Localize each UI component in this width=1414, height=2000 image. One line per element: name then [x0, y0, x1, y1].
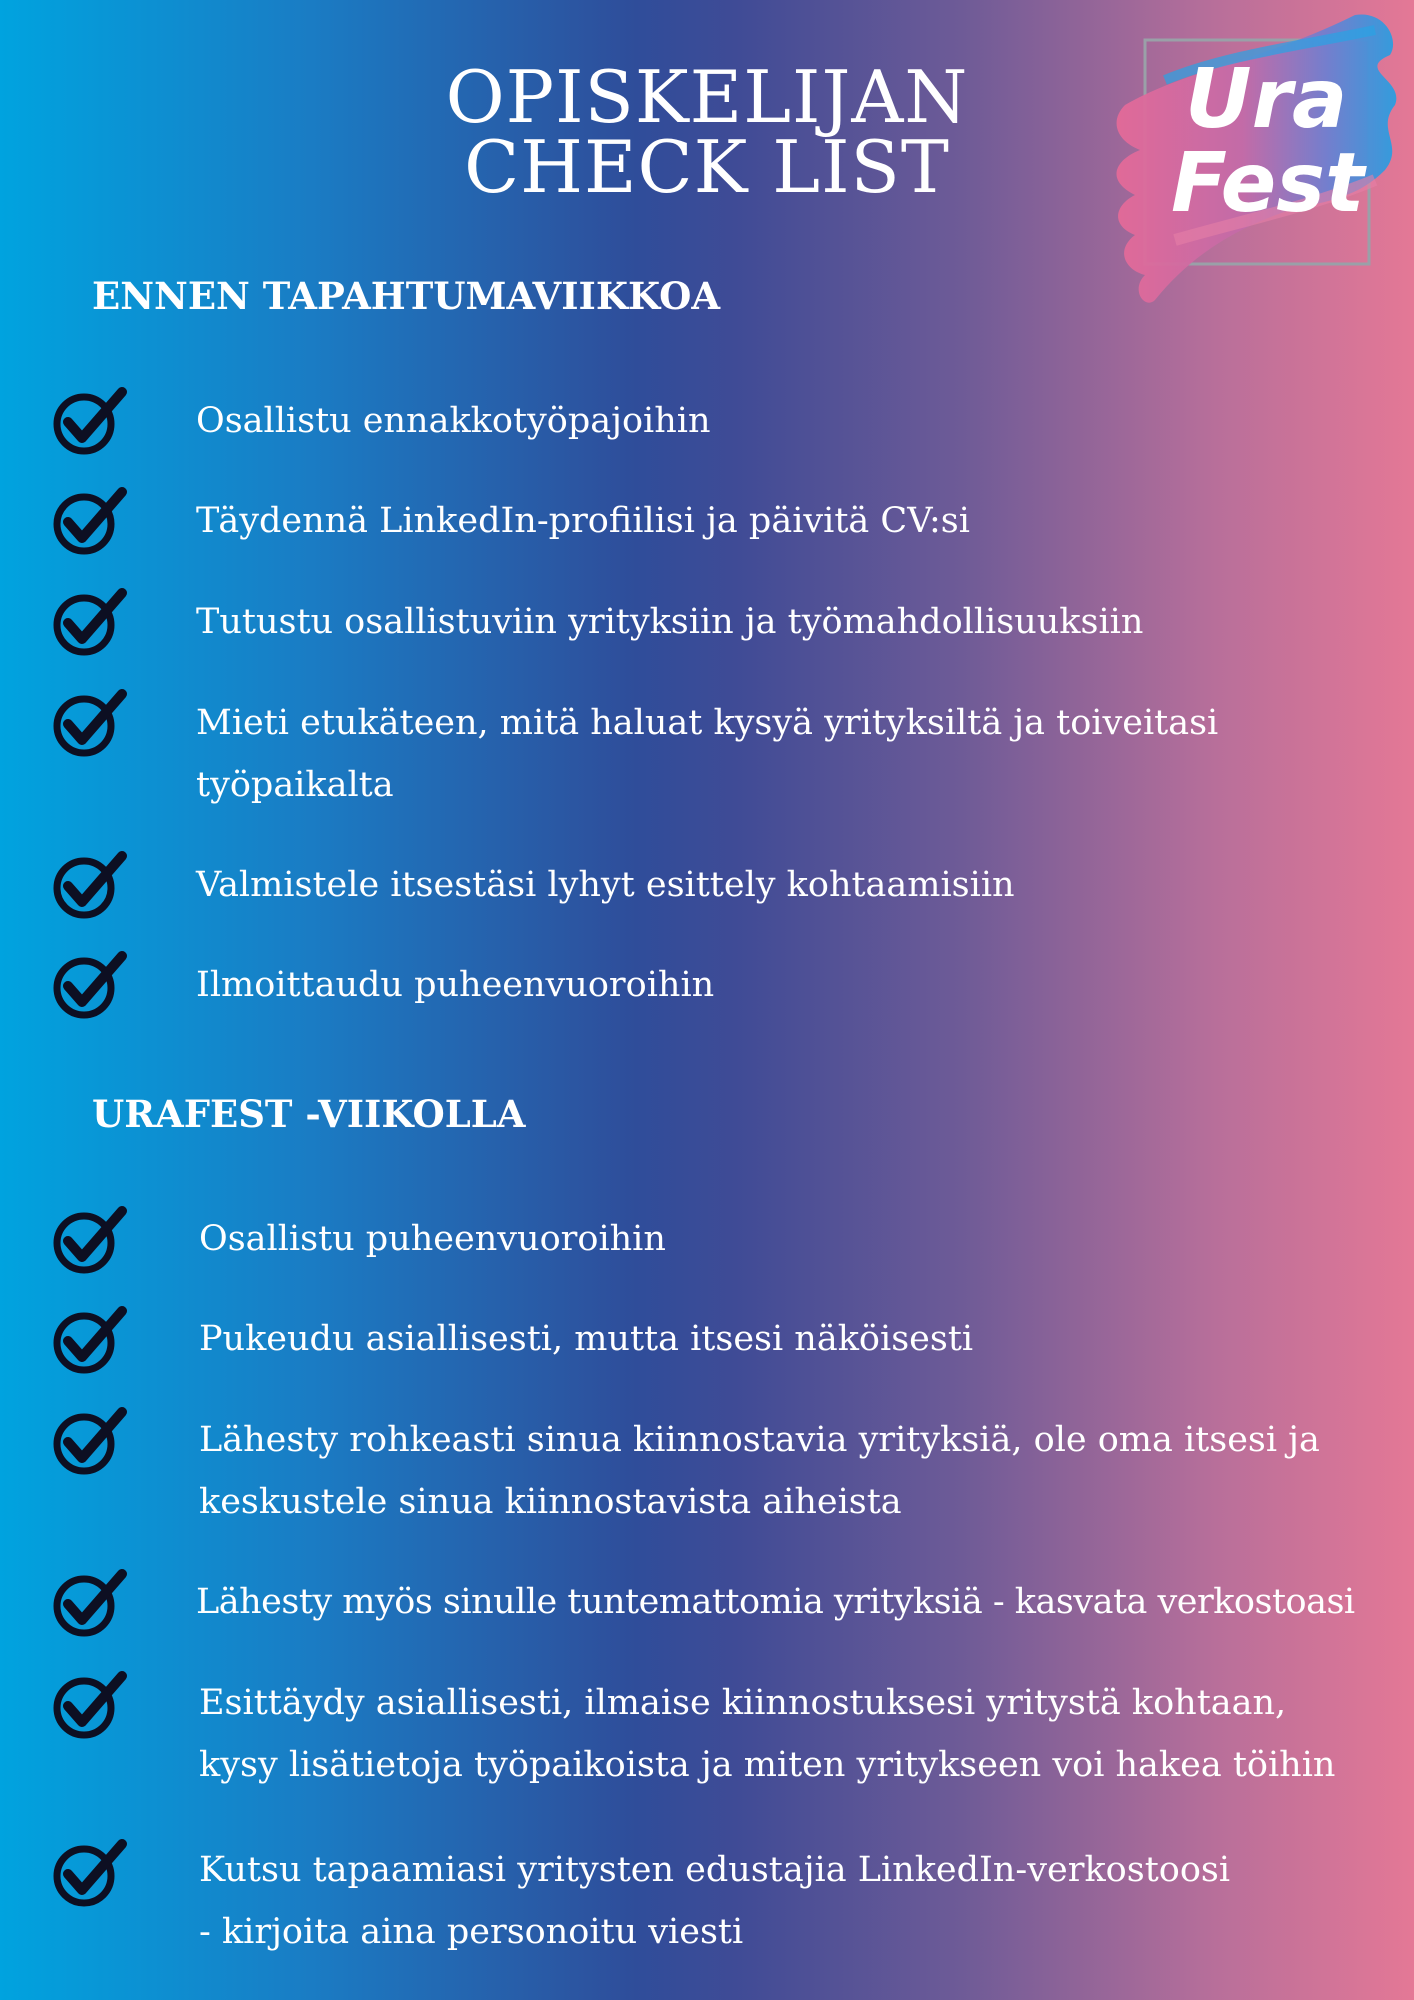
logo-text-fest: Fest — [1171, 136, 1365, 231]
checkmark-icon — [52, 950, 128, 1020]
logo-text-ura: Ura — [1185, 52, 1348, 147]
section-heading-before-event: ENNEN TAPAHTUMAVIIKKOA — [92, 274, 721, 318]
title-line-1: OPISKELIJAN — [445, 55, 969, 139]
checkmark-icon — [52, 587, 128, 657]
list-item: Mieti etukäteen, mitä haluat kysyä yrityksiltä ja toiveitasi työpaikalta — [196, 703, 1219, 805]
list-item: Esittäydy asiallisesti, ilmaise kiinnostuksesi yritystä kohtaan, kysy lisätietoja työpaikoista ja miten yritykseen voi hakea töihin — [199, 1683, 1336, 1785]
list-item: Pukeudu asiallisesti, mutta itsesi näköisesti — [199, 1319, 974, 1359]
list-item: Osallistu ennakkotyöpajoihin — [196, 401, 711, 441]
checkmark-icon — [52, 850, 128, 920]
list-item: Lähesty rohkeasti sinua kiinnostavia yrityksiä, ole oma itsesi ja keskustele sinua kiinnostavista aiheista — [199, 1420, 1320, 1522]
title-line-2: CHECK LIST — [464, 125, 950, 209]
checkmark-icon — [52, 1670, 128, 1740]
list-item: Valmistele itsestäsi lyhyt esittely kohtaamisiin — [196, 865, 1015, 905]
checkmark-icon — [52, 1406, 128, 1476]
checkmark-icon — [52, 1305, 128, 1375]
list-item: Kutsu tapaamiasi yritysten edustajia LinkedIn-verkostoosi - kirjoita aina personoitu viesti — [199, 1850, 1231, 1952]
checkmark-icon — [52, 1838, 128, 1908]
checkmark-icon — [52, 486, 128, 556]
list-item: Osallistu puheenvuoroihin — [199, 1219, 666, 1259]
list-item: Lähesty myös sinulle tuntemattomia yrityksiä - kasvata verkostoasi — [196, 1582, 1355, 1622]
checkmark-icon — [52, 688, 128, 758]
list-item: Täydennä LinkedIn-profiilisi ja päivitä CV:si — [196, 501, 970, 541]
checkmark-icon — [52, 1568, 128, 1638]
checkmark-icon — [52, 386, 128, 456]
urafest-logo — [1105, 10, 1405, 310]
checkmark-icon — [52, 1205, 128, 1275]
section-heading-during-week: URAFEST -VIIKOLLA — [92, 1092, 526, 1136]
list-item: Tutustu osallistuviin yrityksiin ja työmahdollisuuksiin — [196, 602, 1144, 642]
list-item: Ilmoittaudu puheenvuoroihin — [196, 965, 715, 1005]
